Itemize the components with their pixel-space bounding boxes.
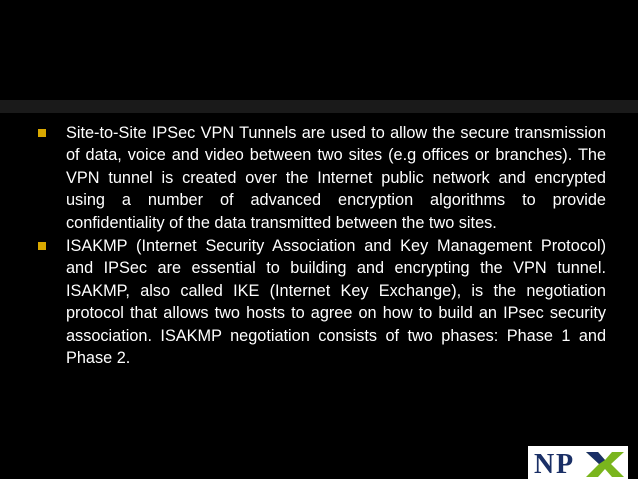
svg-text:P: P	[556, 449, 574, 479]
npx-logo	[528, 446, 628, 479]
title-divider	[0, 100, 638, 113]
title-area	[0, 0, 638, 100]
square-bullet-icon	[38, 129, 46, 137]
svg-text:N: N	[534, 449, 555, 479]
bullet-item	[30, 235, 606, 369]
bullet-text: Site-to-Site IPSec VPN Tunnels are used to allow the secure transmission of data, voice and video between two sites (e.g offices or branches). The VPN tunnel is created over the Internet public network and encrypted using a number of advanced encryption algorithms to provide confidentiality of the data transmitted between the two sites.	[66, 124, 606, 232]
bullet-item	[30, 122, 606, 234]
bullet-text: ISAKMP (Internet Security Association and Key Management Protocol) and IPSec are essential to building and encrypting the VPN tunnel. ISAKMP, also called IKE (Internet Key Exchange), is the negotiation protocol that allows two hosts to agree on how to build an IPsec security association. ISAKMP negotiation consists of two phases: Phase 1 and Phase 2.	[66, 237, 606, 368]
bullet-list	[30, 122, 606, 370]
square-bullet-icon	[38, 242, 46, 250]
